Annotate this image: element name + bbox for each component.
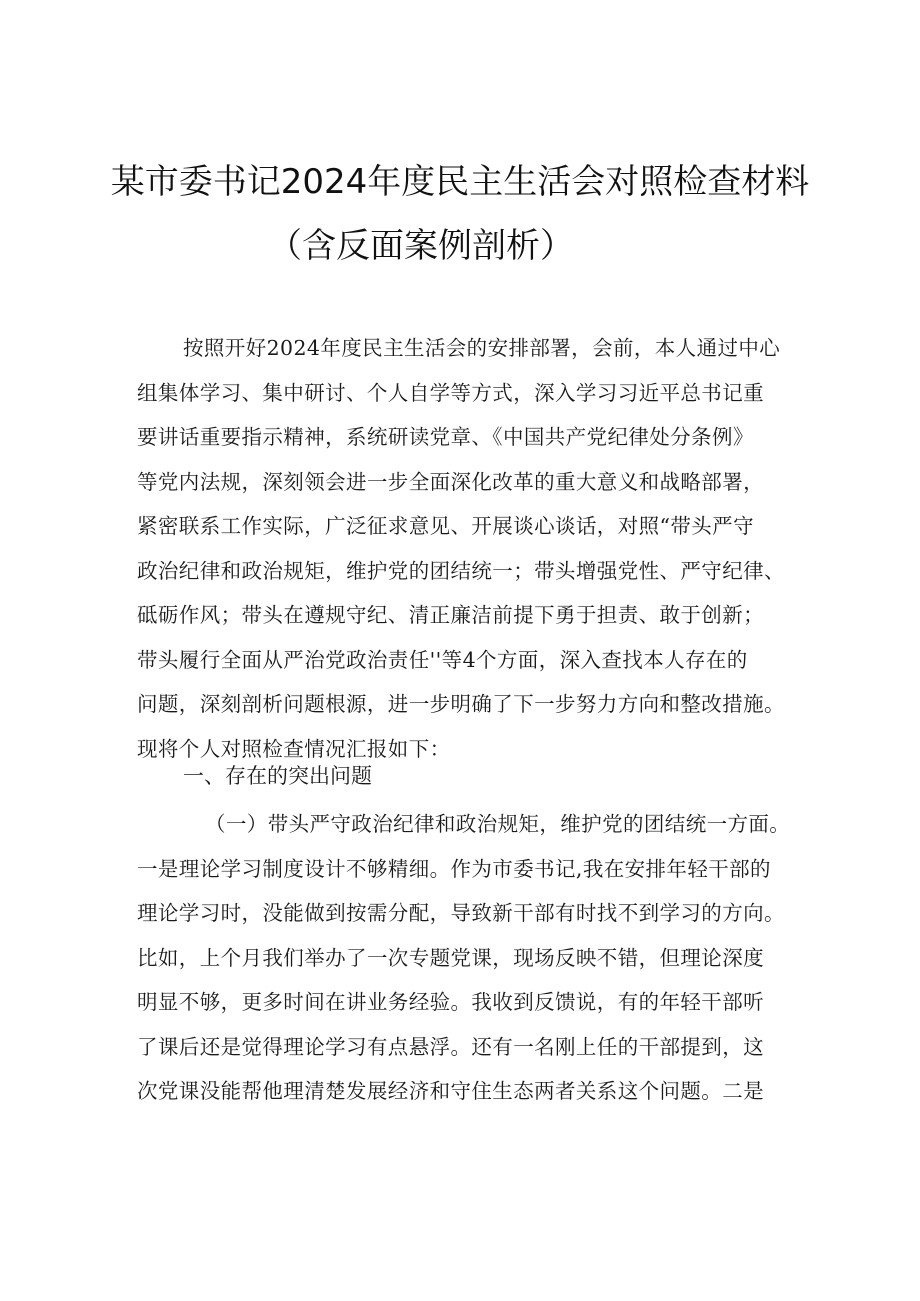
intro-paragraph — [137, 326, 793, 771]
paragraph-line: 一是理论学习制度设计不够精细。作为市委书记,我在安排年轻干部的 — [137, 856, 771, 881]
paragraph-line: 问题，深刻剖析问题根源，进一步明确了下一步努力方向和整改措施。 — [137, 692, 785, 716]
document-title: 某市委书记2024年度民主生活会对照检查材料 — [110, 162, 810, 202]
paragraph-line: 现将个人对照检查情况汇报如下： — [137, 736, 451, 761]
paragraph-line: 理论学习时，没能做到按需分配，导致新干部有时找不到学习的方向。 — [137, 901, 785, 925]
paragraph-line: 次党课没能帮他理清楚发展经济和守住生态两者关系这个问题。二是 — [137, 1079, 764, 1103]
paragraph-line: 等党内法规，深刻领会进一步全面深化改革的重大意义和战略部署， — [137, 469, 764, 494]
paragraph-line: 组集体学习、集中研讨、个人自学等方式，深入学习习近平总书记重 — [137, 380, 764, 405]
paragraph-line: 按照开好2024年度民主生活会的安排部署，会前，本人通过中心 — [183, 336, 781, 360]
section1-paragraph — [137, 802, 793, 1114]
paragraph-line: 了课后还是觉得理论学习有点悬浮。还有一名刚上任的干部提到，这 — [137, 1034, 764, 1059]
paragraph-line: 政治纪律和政治规矩，维护党的团结统一；带头增强党性、严守纪律、 — [137, 558, 785, 583]
paragraph-line: 比如，上个月我们举办了一次专题党课，现场反映不错，但理论深度 — [137, 945, 764, 970]
paragraph-line: 带头履行全面从严治党政治责任''等4个方面，深入查找本人存在的 — [137, 647, 748, 672]
paragraph-line: 要讲话重要指示精神，系统研读党章、《中国共产党纪律处分条例》 — [137, 425, 754, 449]
document-subtitle: （含反面案例剖析） — [268, 226, 574, 266]
paragraph-line: 明显不够，更多时间在讲业务经验。我收到反馈说，有的年轻干部听 — [137, 990, 764, 1014]
section-heading: 一、存在的突出问题 — [183, 764, 372, 788]
paragraph-line: 砥砺作风；带头在遵规守纪、清正廉洁前提下勇于担责、敢于创新； — [137, 603, 764, 627]
paragraph-line: （一）带头严守政治纪律和政治规矩，维护党的团结统一方面。 — [205, 812, 791, 836]
paragraph-line: 紧密联系工作实际，广泛征求意见、开展谈心谈话，对照“带头严守 — [137, 514, 754, 538]
